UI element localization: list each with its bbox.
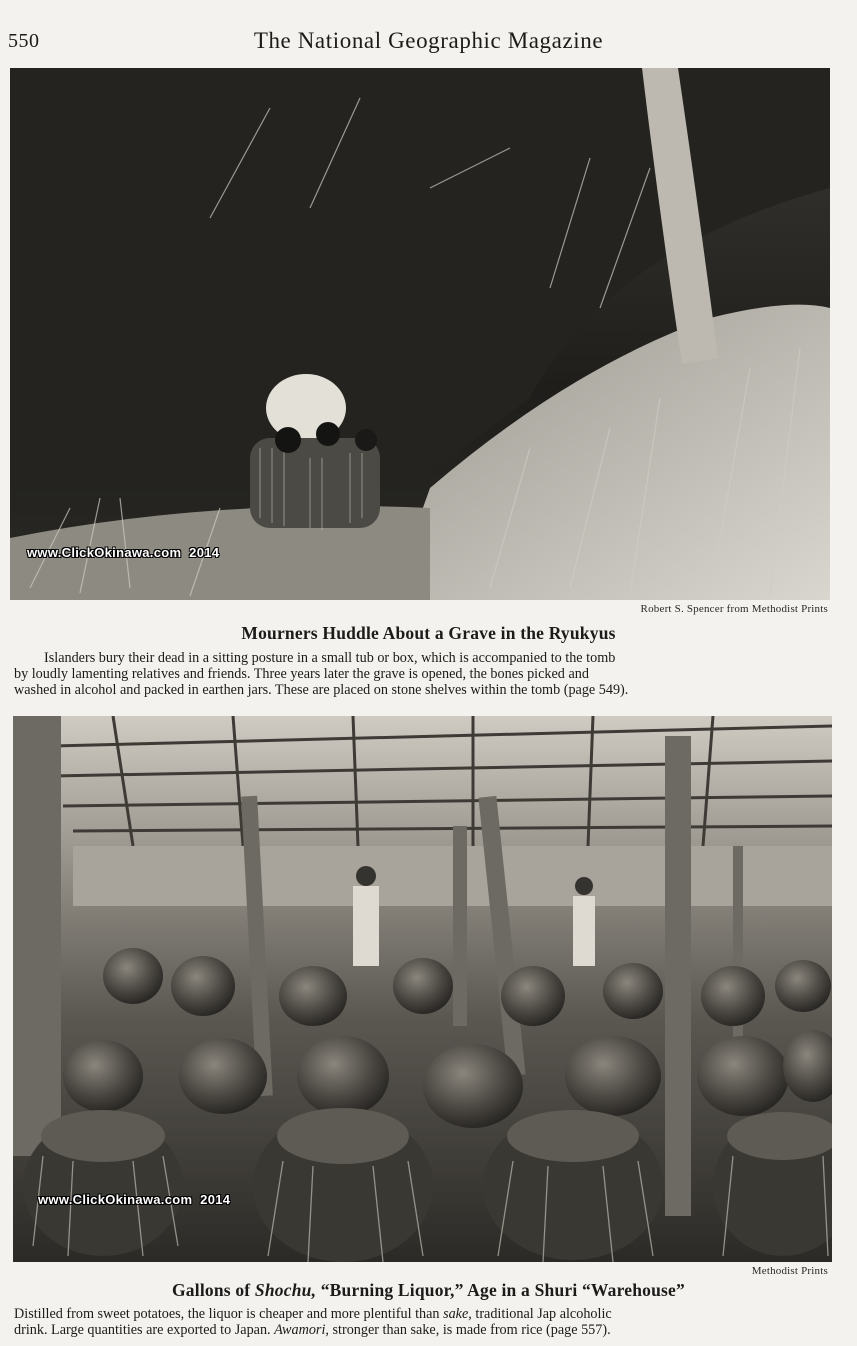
running-head: The National Geographic Magazine	[253, 28, 604, 53]
caption-body	[14, 650, 832, 698]
warehouse-photo	[13, 716, 832, 1262]
photo-credit: Robert S. Spencer from Methodist Prints	[640, 603, 828, 615]
grave-photo	[10, 68, 830, 600]
watermark: www.ClickOkinawa.com 2014	[38, 1192, 231, 1207]
caption-body	[14, 1306, 832, 1338]
caption-line: Distilled from sweet potatoes, the liquor is cheaper and more plentiful than sake, traditional Jap alcoholic	[14, 1306, 612, 1322]
page-number: 550	[8, 30, 40, 52]
caption-title: Mourners Huddle About a Grave in the Ryukyus	[241, 623, 616, 643]
photo-credit: Methodist Prints	[751, 1265, 828, 1277]
caption-line: drink. Large quantities are exported to Japan. Awamori, stronger than sake, is made from rice (page 557).	[14, 1322, 611, 1338]
watermark: www.ClickOkinawa.com 2014	[27, 545, 220, 560]
caption-line: by loudly lamenting relatives and friends. Three years later the grave is opened, the bones picked and	[14, 666, 589, 682]
caption-title: Gallons of Shochu, “Burning Liquor,” Age in a Shuri “Warehouse”	[172, 1280, 685, 1300]
caption-line: washed in alcohol and packed in earthen jars. These are placed on stone shelves within the tomb (page 549).	[14, 682, 629, 698]
caption-line: Islanders bury their dead in a sitting posture in a small tub or box, which is accompanied to the tomb	[44, 650, 616, 666]
